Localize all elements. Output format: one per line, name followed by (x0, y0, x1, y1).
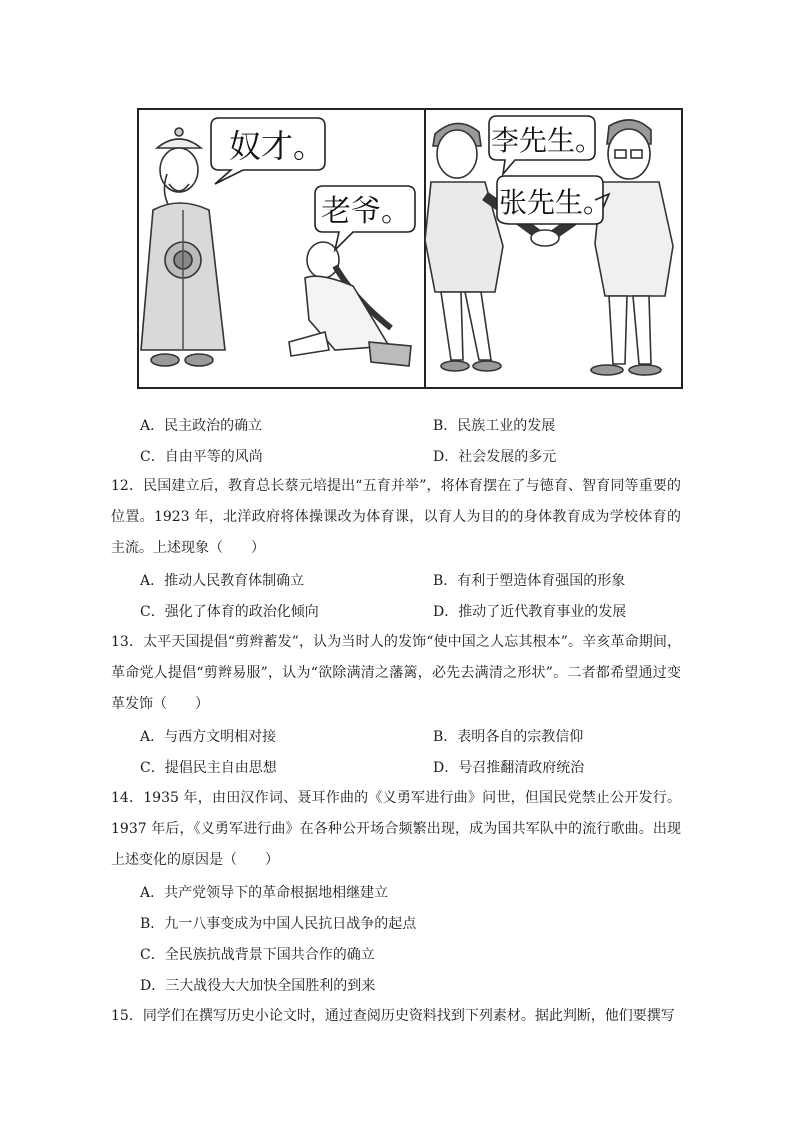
q12-option-b[interactable]: B．有利于塑造体育强国的形象 (433, 573, 626, 589)
q11-option-c[interactable]: C．自由平等的风尚 (140, 449, 263, 465)
kneeling-servant (289, 242, 411, 366)
bubble-text-man2: 张先生。 (499, 186, 612, 219)
handshake (531, 230, 559, 246)
bubble-text-servant: 老爷。 (321, 194, 411, 229)
q14-stem: 14．1935 年，由田汉作词、聂耳作曲的《义勇军进行曲》问世，但国民党禁止公开发行。1937 年后，《义勇军进行曲》在各种公开场合频繁出现，成为国共军队中的流行歌曲。出现上述变化的原因是（ ） (111, 790, 681, 868)
cartoon-illustration (139, 110, 681, 387)
q11-option-d[interactable]: D．社会发展的多元 (433, 449, 557, 465)
cartoon-figure (137, 108, 683, 389)
q14-option-b[interactable]: B．九一八事变成为中国人民抗日战争的起点 (140, 916, 417, 932)
q11-option-a[interactable]: A．民主政治的确立 (140, 418, 263, 434)
q12-stem: 12．民国建立后，教育总长蔡元培提出“五育并举”，将体育摆在了与德育、智育同等重要的位置。1923 年，北洋政府将体操课改为体育课，以育人为目的的身体教育成为学校体育的主流。上述现象（ ） (111, 478, 681, 556)
q15-stem: 15．同学们在撰写历史小论文时，通过查阅历史资料找到下列素材。据此判断，他们要撰写 (111, 1008, 675, 1024)
q14-option-d[interactable]: D．三大战役大大加快全国胜利的到来 (140, 978, 376, 994)
q13-option-d[interactable]: D．号召推翻清政府统治 (433, 760, 585, 776)
q12-option-d[interactable]: D．推动了近代教育事业的发展 (433, 604, 627, 620)
bubble-text-master: 奴才。 (229, 127, 326, 165)
q14-option-a[interactable]: A．共产党领导下的革命根据地相继建立 (140, 885, 389, 901)
q14-option-c[interactable]: C．全民族抗战背景下国共合作的确立 (140, 947, 375, 963)
q12-option-c[interactable]: C．强化了体育的政治化倾向 (140, 604, 319, 620)
q11-option-b[interactable]: B．民族工业的发展 (433, 418, 556, 434)
q13-option-b[interactable]: B．表明各自的宗教信仰 (433, 729, 584, 745)
q13-option-a[interactable]: A．与西方文明相对接 (140, 729, 277, 745)
q13-option-c[interactable]: C．提倡民主自由思想 (140, 760, 277, 776)
bubble-text-man1: 李先生。 (491, 124, 604, 157)
q13-stem: 13．太平天国提倡“剪辫蓄发”，认为当时人的发饰“使中国之人忘其根本”。辛亥革命期间，革命党人提倡“剪辫易服”，认为“欲除满清之藩篱，必先去满清之形状”。二者都希望通过变革发饰（ ） (111, 634, 681, 712)
q12-option-a[interactable]: A．推动人民教育体制确立 (140, 573, 305, 589)
